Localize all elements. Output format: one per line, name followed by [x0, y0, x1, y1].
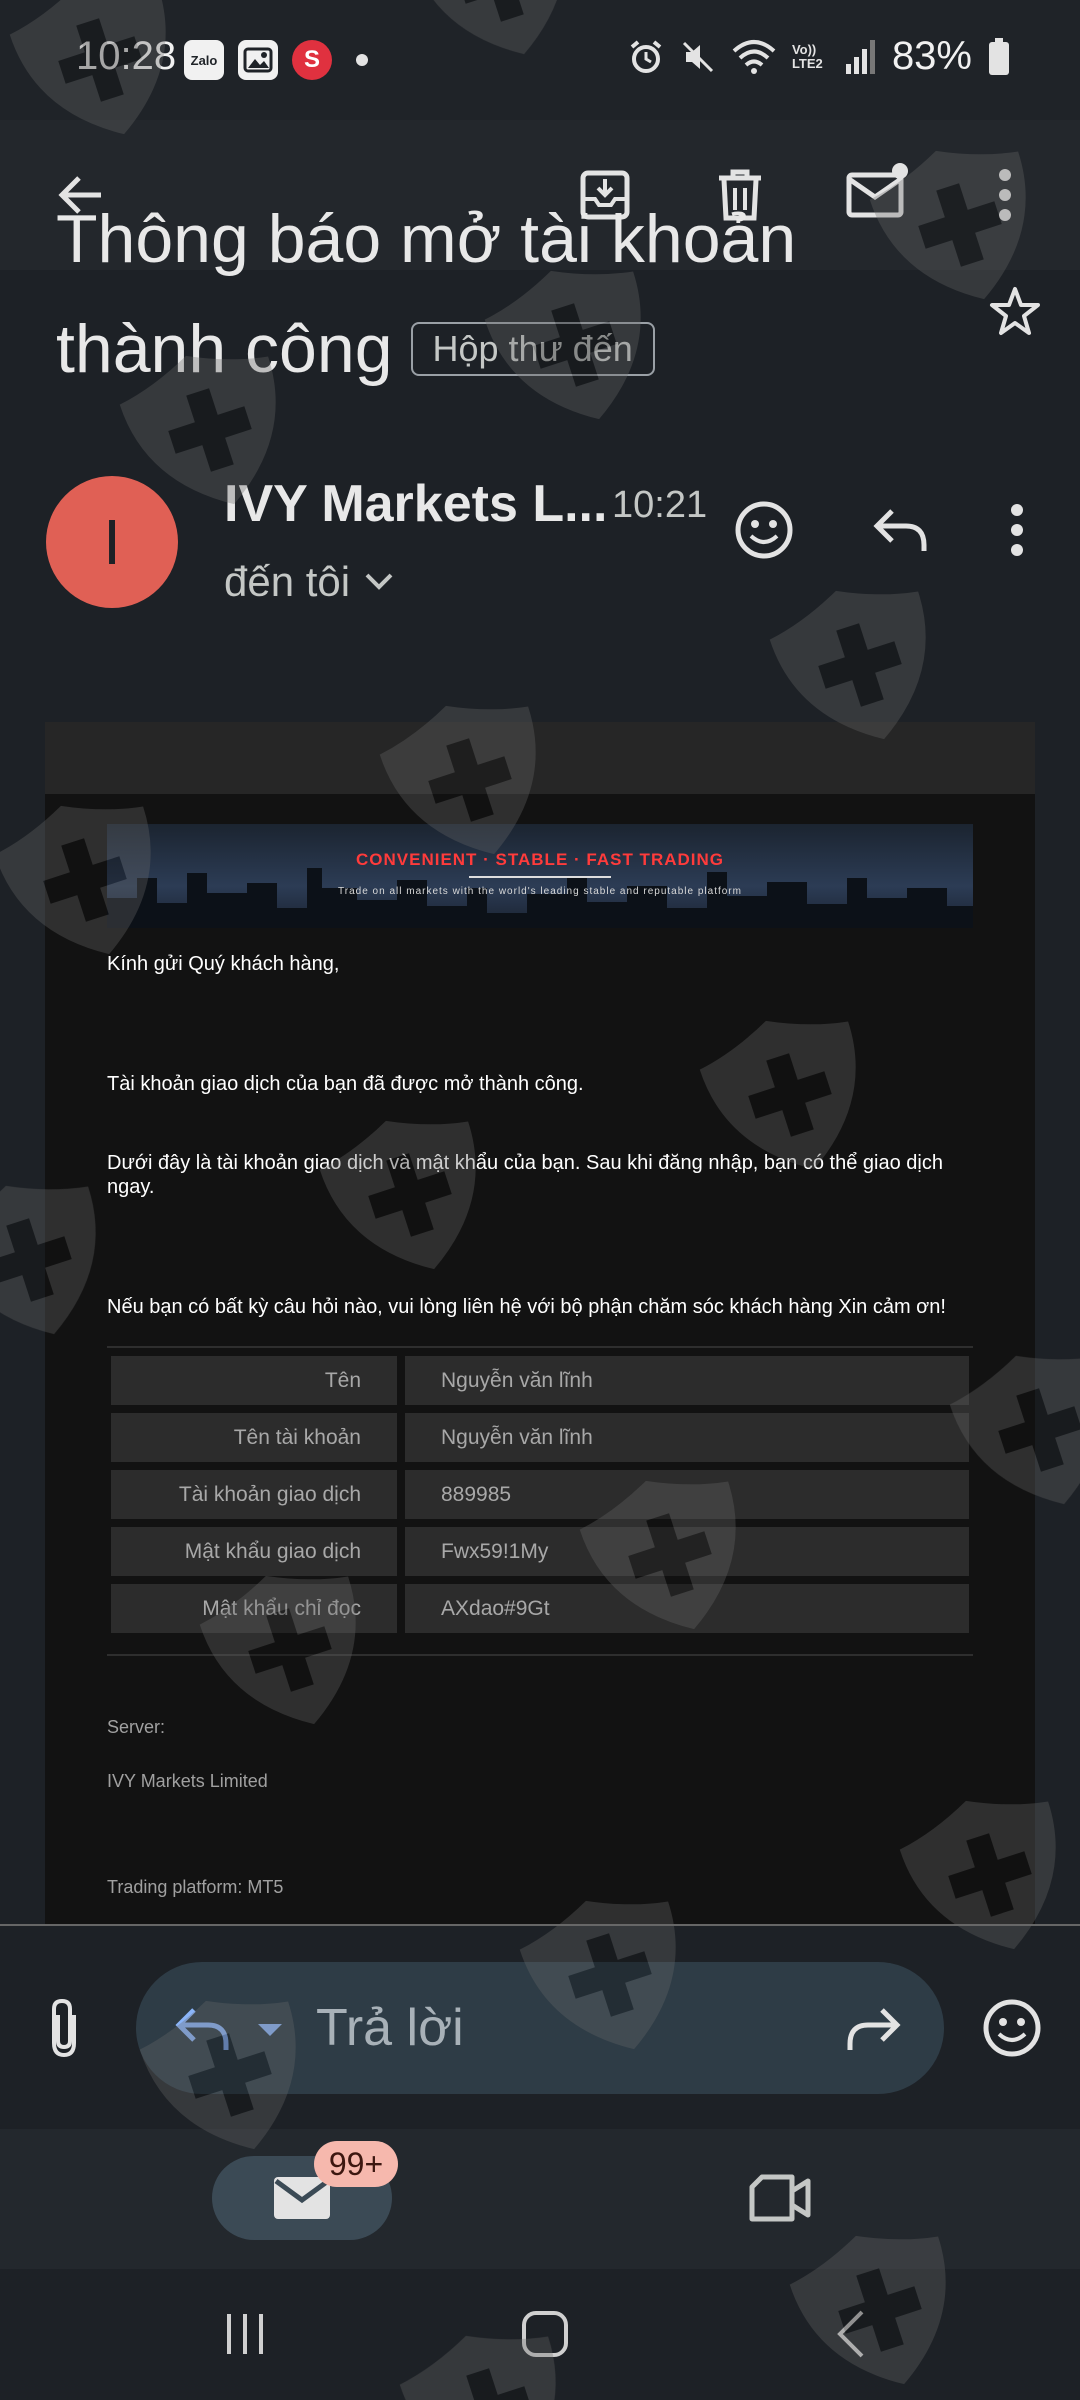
table-label: Mật khẩu chỉ đọc: [111, 1584, 397, 1633]
banner-divider: [469, 876, 611, 878]
table-label: Tên tài khoản: [111, 1413, 397, 1462]
mark-unread-button[interactable]: [835, 148, 921, 234]
banner-subtitle: Trade on all markets with the world's leading stable and reputable platform: [338, 886, 742, 897]
email-header-strip: [45, 722, 1035, 794]
emoji-icon: [982, 1998, 1042, 2058]
sender-avatar[interactable]: I: [46, 476, 178, 608]
mute-icon: [680, 39, 716, 75]
emoji-button[interactable]: [972, 1986, 1052, 2070]
chevron-down-icon: [364, 572, 394, 592]
zalo-icon: Zalo: [184, 40, 224, 80]
reply-input[interactable]: [136, 1962, 944, 2094]
status-time: 10:28: [76, 34, 177, 78]
table-top-divider: [107, 1346, 973, 1348]
dropdown-triangle-icon[interactable]: [256, 2022, 284, 2038]
banner-title: CONVENIENT · STABLE · FAST TRADING: [355, 850, 724, 869]
table-row: [111, 1413, 969, 1462]
status-bar: [0, 0, 1080, 120]
server-label: Server:: [107, 1717, 166, 1737]
subject-line-2: thành công: [56, 311, 393, 387]
star-icon: [989, 285, 1041, 337]
trading-platform-text: Trading platform: MT5: [107, 1877, 284, 1897]
chevron-left-icon: [834, 2309, 866, 2359]
signal-icon: [846, 40, 876, 74]
unread-count-badge: 99+: [314, 2141, 398, 2187]
system-back-button[interactable]: [805, 2289, 895, 2379]
promo-banner: [107, 824, 973, 928]
wifi-icon: [732, 39, 776, 75]
table-row: [111, 1470, 969, 1519]
battery-percent: 83%: [891, 34, 972, 78]
table-value: Fwx59!1My: [405, 1527, 969, 1576]
email-time: 10:21: [612, 484, 708, 526]
recipient-toggle[interactable]: [224, 558, 394, 606]
more-options-button[interactable]: [975, 155, 1035, 235]
table-value: Nguyễn văn lĩnh: [405, 1356, 969, 1405]
sender-row: [0, 440, 1080, 620]
reply-bar: [0, 1924, 1080, 2129]
email-content: [45, 722, 1035, 1927]
gallery-icon: [238, 40, 278, 80]
more-vertical-icon: [1010, 504, 1024, 556]
s-app-icon: S: [292, 40, 332, 80]
table-label: Tên: [111, 1356, 397, 1405]
more-vertical-icon: [998, 169, 1012, 221]
status-app-icons: [184, 40, 368, 80]
email-subject: [0, 201, 1080, 420]
network-label: Vo)) LTE2: [791, 41, 823, 71]
subject-line-2-wrap: [56, 310, 655, 388]
forward-icon[interactable]: [846, 2006, 902, 2052]
video-camera-icon: [750, 2175, 810, 2221]
table-bottom-divider: [107, 1654, 973, 1656]
recent-apps-icon: [223, 2312, 267, 2356]
recent-apps-button[interactable]: [200, 2289, 290, 2379]
inbox-label-chip[interactable]: Hộp thư đến: [411, 322, 655, 376]
sender-name[interactable]: IVY Markets L...: [224, 475, 608, 533]
server-value: IVY Markets Limited: [107, 1771, 268, 1791]
greeting-text: Kính gửi Quý khách hàng,: [107, 953, 340, 975]
bottom-navigation: [0, 2129, 1080, 2269]
account-info-table: [111, 1356, 969, 1641]
table-value: Nguyễn văn lĩnh: [405, 1413, 969, 1462]
reply-icon: [872, 507, 928, 553]
recipient-label: đến tôi: [224, 558, 351, 605]
table-label: Tài khoản giao dịch: [111, 1470, 397, 1519]
star-button[interactable]: [980, 276, 1050, 346]
meet-tab[interactable]: [740, 2156, 820, 2240]
table-row: [111, 1584, 969, 1633]
table-value: AXdao#9Gt: [405, 1584, 969, 1633]
account-opened-text: Tài khoản giao dịch của bạn đã được mở thành công.: [107, 1073, 584, 1095]
paperclip-icon: [44, 1997, 84, 2059]
table-row: [111, 1527, 969, 1576]
table-value: 889985: [405, 1470, 969, 1519]
table-row: [111, 1356, 969, 1405]
reply-button[interactable]: [862, 492, 938, 568]
subject-line-1: Thông báo mở tài khoản: [56, 201, 797, 277]
home-button[interactable]: [500, 2289, 590, 2379]
credentials-intro-text: Dưới đây là tài khoản giao dịch và mật khẩu của bạn. Sau khi đăng nhập, bạn có thể giao dịch ngay.: [107, 1152, 943, 1198]
mark-unread-icon: [846, 163, 910, 219]
system-navigation-bar: [0, 2269, 1080, 2400]
attach-button[interactable]: [28, 1986, 100, 2070]
reply-placeholder: Trả lời: [316, 1999, 464, 2057]
battery-icon: [988, 38, 1010, 76]
mail-icon: [273, 2176, 331, 2220]
alarm-icon: [628, 39, 664, 75]
emoji-react-button[interactable]: [726, 492, 802, 568]
reply-mode-icon[interactable]: [174, 2006, 230, 2052]
status-indicators: [628, 34, 1010, 79]
contact-support-text: Nếu bạn có bất kỳ câu hỏi nào, vui lòng liên hệ với bộ phận chăm sóc khách hàng Xin cảm ơn!: [107, 1296, 946, 1318]
emoji-icon: [734, 500, 794, 560]
message-more-button[interactable]: [990, 492, 1044, 568]
table-label: Mật khẩu giao dịch: [111, 1527, 397, 1576]
home-icon: [521, 2310, 569, 2358]
notification-dot-icon: [356, 54, 368, 66]
